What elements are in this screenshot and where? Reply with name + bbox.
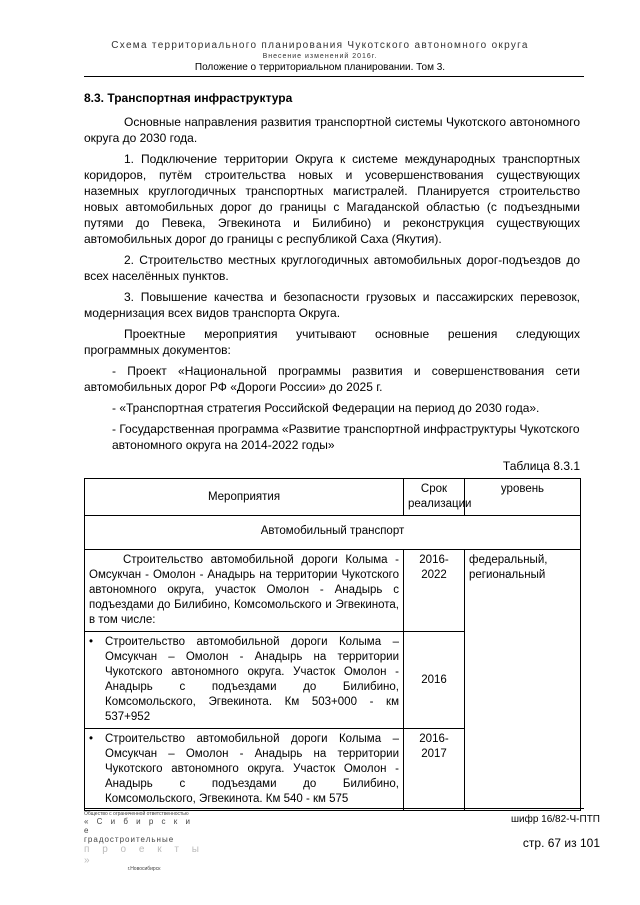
measure-cell: [85, 729, 404, 811]
term-cell: 2016-2022: [404, 550, 465, 632]
column-header-measures: Мероприятия: [85, 479, 404, 516]
section-title: 8.3. Транспортная инфраструктура: [84, 91, 293, 105]
header-title: Схема территориального планирования Чукотского автономного округа: [111, 40, 529, 51]
measures-table: [84, 478, 581, 811]
table-category-row: [85, 516, 581, 550]
header-subtitle: Внесение изменений 2016г.: [262, 53, 378, 60]
header-volume: Положение о территориальном планировании. Том 3.: [194, 62, 446, 73]
logo-city: г.Новосибирск: [127, 866, 161, 872]
logo-line: Общество с ограниченной ответственностью: [84, 811, 189, 817]
document-cipher: шифр 16/82-Ч-ПТП: [510, 814, 600, 825]
paragraph: 3. Повышение качества и безопасности грузовых и пассажирских перевозок, модернизация всех видов транспорта Округа.: [84, 290, 580, 320]
logo-line: п р о е к т ы »: [84, 844, 204, 866]
column-header-term: Срок реализации: [404, 479, 465, 516]
bullet-icon: •: [89, 733, 94, 745]
term-cell: 2016: [404, 632, 465, 729]
paragraph: 1. Подключение территории Округа к системе международных транспортных коридоров, путём строительства новых и усовершенствования существующих наземных круглогодичных транспортных магистралей. Планируется строительство новых автомобильных дорог до границы с Магаданской областью (с подъездными путями до Певека, Эгвекинота и Билибино) и реконструкция существующих автомобильных дорог до границы с республикой Саха (Якутия).: [84, 152, 580, 246]
footer-divider: [84, 808, 584, 809]
program-item: - Проект «Национальной программы развития и совершенствования сети автомобильных дорог РФ «Дороги России» до 2025 г.: [84, 364, 580, 394]
table-caption: Таблица 8.3.1: [502, 459, 580, 473]
category-label: Автомобильный транспорт: [85, 516, 581, 550]
table-row: [85, 550, 581, 632]
measure-text: Строительство автомобильной дороги Колыма – Омсукчан – Омолон - Анадырь на территории Чукотского автономного округа. Участок Омолон - Анадырь с подъездами до Билибино, Комсомольского, Эгвекинота. Км 503+000 - км 537+952: [105, 636, 399, 723]
program-item: - «Транспортная стратегия Российской Федерации на период до 2030 года».: [112, 401, 540, 415]
header-divider: [84, 76, 584, 77]
logo-line: « С и б и р с к и е: [84, 817, 193, 835]
measure-text: Строительство автомобильной дороги Колыма – Омсукчан – Омолон - Анадырь на территории Чукотского автономного округа. Участок Омолон - Анадырь с подъездами до Билибино, Комсомольского, Эгвекинота. Км 540 - км 575: [105, 733, 399, 805]
company-logo: [84, 811, 204, 873]
level-cell: федеральный, региональный: [465, 550, 581, 811]
bullet-item: [89, 635, 399, 725]
program-item: - Государственная программа «Развитие транспортной инфраструктуры Чукотского автономного округа на 2014-2022 годы»: [112, 422, 580, 452]
measure-cell: [85, 632, 404, 729]
term-cell: 2016-2017: [404, 729, 465, 811]
paragraph: Основные направления развития транспортной системы Чукотского автономного округа до 2030 года.: [84, 115, 580, 145]
paragraph: 2. Строительство местных круглогодичных автомобильных дорог-подъездов до всех населённых пунктов.: [84, 253, 580, 283]
measure-text: Строительство автомобильной дороги Колыма - Омсукчан - Омолон - Анадырь на территории Чукотского автономного округа, участок Омолон - Анадырь с подъездами до Билибино, Комсомольского и Эгвекинота, в том числе:: [85, 550, 404, 632]
table-header-row: [85, 479, 581, 516]
bullet-icon: •: [89, 636, 94, 648]
column-header-level: уровень: [465, 479, 581, 516]
page-number: стр. 67 из 101: [522, 836, 600, 850]
paragraph: Проектные мероприятия учитывают основные решения следующих программных документов:: [84, 327, 580, 357]
document-body: [84, 90, 580, 811]
logo-line: градостроительные: [84, 835, 175, 844]
bullet-item: [89, 732, 399, 807]
